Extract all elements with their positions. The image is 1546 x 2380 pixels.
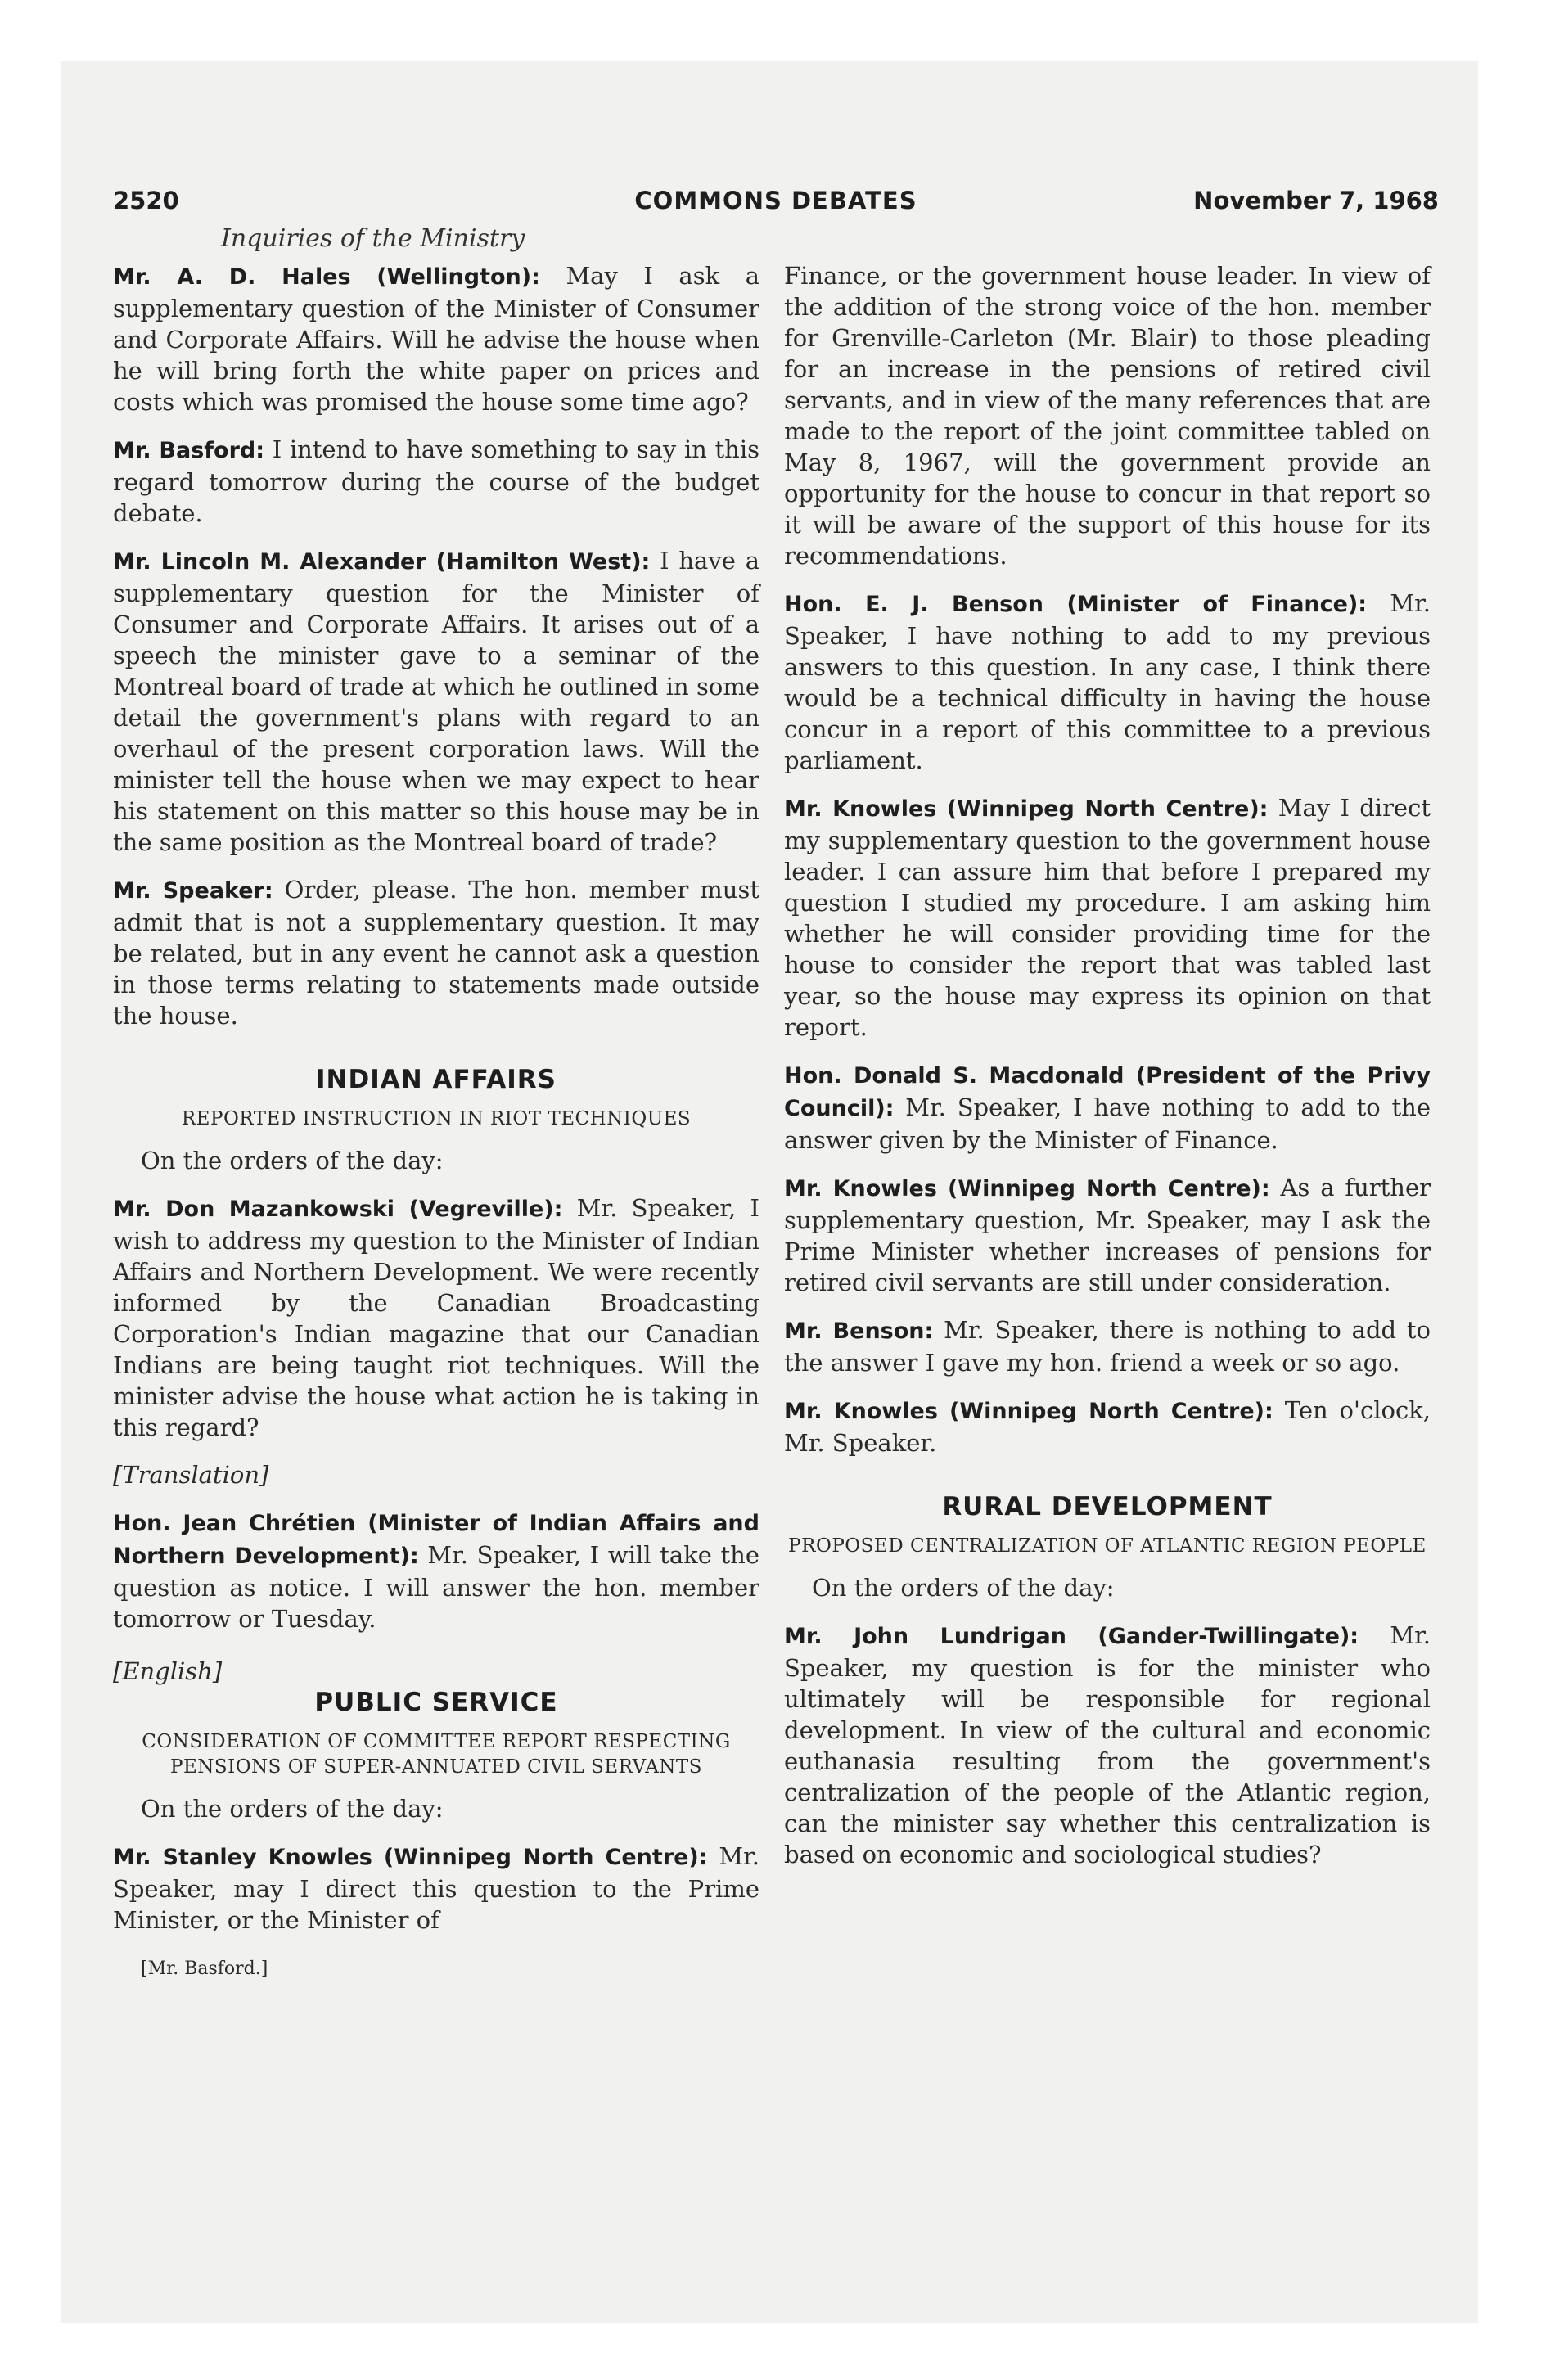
- speech-text: I intend to have something to say in this regard tomorrow during the course of the budget debate.: [113, 435, 759, 527]
- english-tag: [English]: [113, 1657, 223, 1685]
- speaker-name: Mr. Benson:: [784, 1318, 934, 1344]
- publication-title: COMMONS DEBATES: [634, 187, 917, 214]
- section-subheading: REPORTED INSTRUCTION IN RIOT TECHNIQUES: [181, 1108, 692, 1129]
- speaker-name: Mr. John Lundrigan (Gander-Twillingate):: [784, 1624, 1359, 1649]
- speaker-name: Mr. A. D. Hales (Wellington):: [113, 264, 540, 290]
- speaker-name: Hon. Jean Chrétien (Minister of Indian Affairs and Northern Development):: [113, 1511, 759, 1569]
- speech-text: Mr. Speaker, I have nothing to add to the answer given by the Minister of Finance.: [784, 1093, 1431, 1154]
- speaker-name: Mr. Stanley Knowles (Winnipeg North Centre):: [113, 1845, 708, 1870]
- speech-paragraph: [113, 1507, 759, 1634]
- translation-tag: [Translation]: [113, 1461, 269, 1489]
- speech-text: May I direct my supplementary question to the government house leader. I can assure him that before I prepared my question I studied my procedure. I am asking him whether he will consider providing time for the house to consider the report that was tabled last year, so the house may express its opinion on that report.: [784, 794, 1431, 1041]
- speech-text: Mr. Speaker, my question is for the minister who ultimately will be responsible for regional development. In view of the cultural and economic euthanasia resulting from the government's centralization of the people of the Atlantic region, can the minister say whether this centralization is based on economic and sociological studies?: [784, 1621, 1431, 1868]
- speech-paragraph: [113, 260, 759, 417]
- speech-paragraph: [784, 1620, 1431, 1870]
- speech-paragraph: [784, 1172, 1431, 1298]
- page-footer-note: [Mr. Basford.]: [141, 1959, 268, 1979]
- speech-text: Mr. Speaker, may I direct this question to the Prime Minister, or the Minister of: [113, 1842, 759, 1934]
- speech-text: I have a supplementary question for the Minister of Consumer and Corporate Affairs. It arises out of a speech the minister gave to a seminar of the Montreal board of trade at which he outlined in some detail the government's plans with regard to an overhaul of the present corporation laws. Will the minister tell the house when we may expect to hear his statement on this matter so this house may be in the same position as the Montreal board of trade?: [113, 547, 759, 856]
- running-header: [113, 187, 1439, 223]
- speech-text: Mr. Speaker, I wish to address my question to the Minister of Indian Affairs and Northern Development. We were recently informed by the Canadian Broadcasting Corporation's Indian magazine that our Canadian Indians are being taught riot techniques. Will the minister advise the house what action he is taking in this regard?: [113, 1194, 759, 1441]
- section-heading: PUBLIC SERVICE: [314, 1688, 558, 1717]
- speaker-name: Mr. Basford:: [113, 438, 265, 463]
- orders-of-day: On the orders of the day:: [141, 1147, 444, 1174]
- speech-text: Ten o'clock, Mr. Speaker.: [784, 1396, 1431, 1457]
- section-subheading: CONSIDERATION OF COMMITTEE REPORT RESPECTING PENSIONS OF SUPER-ANNUATED CIVIL SERVANTS: [142, 1731, 731, 1778]
- speech-paragraph: [113, 1841, 759, 1936]
- section-subheading: PROPOSED CENTRALIZATION OF ATLANTIC REGION PEOPLE: [788, 1535, 1427, 1557]
- speech-text: As a further supplementary question, Mr. Speaker, may I ask the Prime Minister whether increases of pensions for retired civil servants are still under consideration.: [784, 1174, 1431, 1296]
- speaker-name: Mr. Don Mazankowski (Vegreville):: [113, 1197, 563, 1222]
- speaker-name: Mr. Speaker:: [113, 878, 273, 904]
- speaker-name: Mr. Knowles (Winnipeg North Centre):: [784, 1176, 1270, 1201]
- speech-paragraph: [784, 792, 1431, 1043]
- orders-of-day: On the orders of the day:: [812, 1574, 1115, 1602]
- speaker-name: Hon. E. J. Benson (Minister of Finance):: [784, 592, 1368, 617]
- left-column: [113, 260, 759, 1985]
- section-heading: INDIAN AFFAIRS: [316, 1065, 557, 1094]
- issue-date: November 7, 1968: [1193, 187, 1439, 214]
- orders-of-day: On the orders of the day:: [141, 1795, 444, 1823]
- speech-paragraph: [113, 434, 759, 529]
- right-column: [784, 260, 1431, 1886]
- speaker-name: Mr. Knowles (Winnipeg North Centre):: [784, 796, 1269, 822]
- speech-paragraph: [113, 874, 759, 1031]
- speech-paragraph: [784, 1395, 1431, 1458]
- section-subheader: Inquiries of the Ministry: [221, 224, 525, 253]
- speech-text: May I ask a supplementary question of the Minister of Consumer and Corporate Affairs. Will he advise the house when he will bring forth the white paper on prices and costs which was promised the house some time ago?: [113, 262, 759, 416]
- speech-paragraph: [784, 1059, 1431, 1156]
- speaker-name: Hon. Donald S. Macdonald (President of the Privy Council):: [784, 1063, 1431, 1121]
- speech-paragraph: [784, 1314, 1431, 1378]
- page-number: 2520: [113, 187, 179, 214]
- section-heading: RURAL DEVELOPMENT: [942, 1492, 1273, 1521]
- speech-paragraph: [784, 588, 1431, 776]
- speech-text: Mr. Speaker, there is nothing to add to the answer I gave my hon. friend a week or so ago.: [784, 1316, 1431, 1377]
- speaker-name: Mr. Lincoln M. Alexander (Hamilton West):: [113, 549, 651, 575]
- speaker-name: Mr. Knowles (Winnipeg North Centre):: [784, 1399, 1273, 1424]
- speech-paragraph: [113, 1192, 759, 1443]
- speech-text: Mr. Speaker, I have nothing to add to my previous answers to this question. In any case, I think there would be a technical difficulty in having the house concur in a report of this committee to a previous parliament.: [784, 589, 1431, 774]
- speech-paragraph: Finance, or the government house leader. In view of the addition of the strong voice of the hon. member for Grenville-Carleton (Mr. Blair) to those pleading for an increase in the pensions of retired civil servants, and in view of the many references that are made to the report of the joint committee tabled on May 8, 1967, will the government provide an opportunity for the house to concur in that report so it will be aware of the support of this house for its recommendations.: [784, 262, 1431, 570]
- speech-text: Order, please. The hon. member must admit that is not a supplementary question. It may be related, but in any event he cannot ask a question in those terms relating to statements made outside the house.: [113, 876, 759, 1030]
- speech-paragraph: [113, 545, 759, 858]
- speech-text: Mr. Speaker, I will take the question as notice. I will answer the hon. member tomorrow or Tuesday.: [113, 1541, 759, 1633]
